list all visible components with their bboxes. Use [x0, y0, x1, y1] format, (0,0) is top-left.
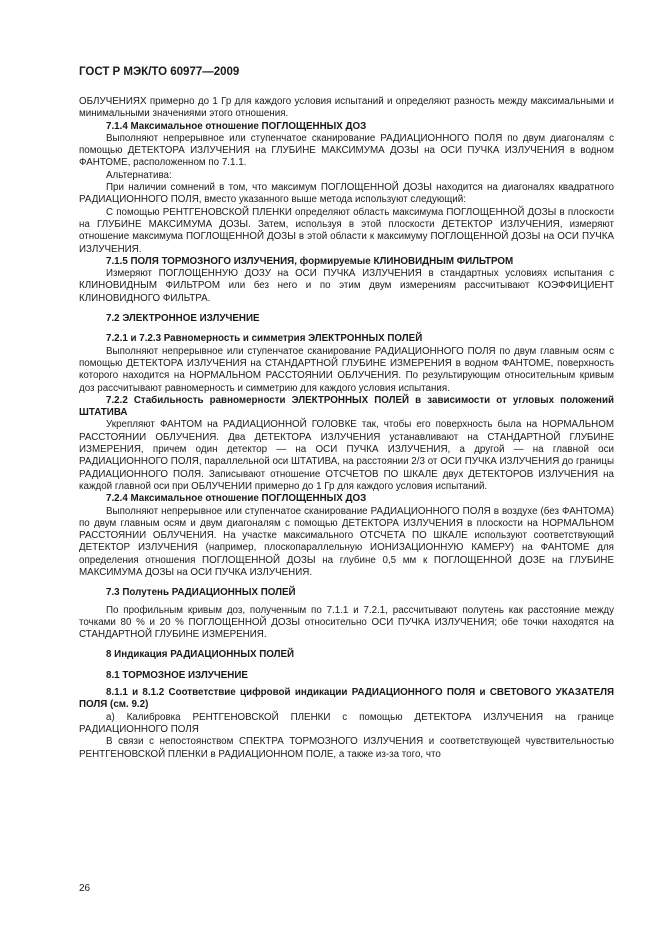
page-number: 26	[79, 883, 91, 894]
section-heading: 7.2.4 Максимальное отношение ПОГЛОЩЕННЫХ ДОЗ	[106, 493, 367, 505]
section-heading: 7.2.2 Стабильность равномерности ЭЛЕКТРОННЫХ ПОЛЕЙ в зависимости от угловых положений ШТАТИВА	[79, 394, 614, 419]
paragraph: В связи с непостоянством СПЕКТРА ТОРМОЗНОГО ИЗЛУЧЕНИЯ и соответствующей чувствительностью РЕНТГЕНОВСКОЙ ПЛЕНКИ в РАДИАЦИОННОМ ПОЛЕ, а также из-за того, что	[79, 736, 614, 760]
section-heading: 8 Индикация РАДИАЦИОННЫХ ПОЛЕЙ	[106, 649, 295, 661]
paragraph: Выполняют непрерывное или ступенчатое сканирование РАДИАЦИОННОГО ПОЛЯ по двум главным осям с помощью ДЕТЕКТОРА ИЗЛУЧЕНИЯ на СТАНДАРТНОЙ ГЛУБИНЕ ИЗМЕРЕНИЯ в водном ФАНТОМЕ, поверхность которого находится на НОРМАЛЬНОМ РАССТОЯНИИ ОБЛУЧЕНИЯ. По результирующим относительным кривым доз рассчитывают равномерность и симметрию для каждого условия испытания.	[79, 345, 614, 394]
paragraph: С помощью РЕНТГЕНОВСКОЙ ПЛЕНКИ определяют область максимума ПОГЛОЩЕННОЙ ДОЗЫ в плоскости на ГЛУБИНЕ МАКСИМУМА ДОЗЫ. Затем, используя в этой плоскости ДЕТЕКТОР ИЗЛУЧЕНИЯ, измеряют отношение максимума ПОГЛОЩЕННОЙ ДОЗЫ в этой области к максимуму ПОГЛОЩЕННОЙ ДОЗЫ на ОСИ ПУЧКА ИЗЛУЧЕНИЯ.	[79, 206, 614, 255]
paragraph: При наличии сомнений в том, что максимум ПОГЛОЩЕННОЙ ДОЗЫ находится на диагоналях квадратного РАДИАЦИОННОГО ПОЛЯ, вместо указанного выше метода используют следующий:	[79, 182, 614, 206]
paragraph: Измеряют ПОГЛОЩЕННУЮ ДОЗУ на ОСИ ПУЧКА ИЗЛУЧЕНИЯ в стандартных условиях испытания с КЛИНОВИДНЫМ ФИЛЬТРОМ или без него и по этим двум измерениям рассчитывают КОЭФФИЦИЕНТ КЛИНОВИДНОГО ФИЛЬТРА.	[79, 268, 614, 304]
paragraph: ОБЛУЧЕНИЯХ примерно до 1 Гр для каждого условия испытаний и определяют разность между максимальными и минимальными значениями этого отношения.	[79, 96, 614, 120]
section-heading: 7.1.4 Максимальное отношение ПОГЛОЩЕННЫХ ДОЗ	[106, 120, 367, 132]
paragraph: Выполняют непрерывное или ступенчатое сканирование РАДИАЦИОННОГО ПОЛЯ по двум диагоналям с помощью ДЕТЕКТОРА ИЗЛУЧЕНИЯ на ГЛУБИНЕ МАКСИМУМА ДОЗЫ на ОСИ ПУЧКА ИЗЛУЧЕНИЯ в водном ФАНТОМЕ, расположенном по 7.1.1.	[79, 132, 614, 169]
document-header: ГОСТ Р МЭК/ТО 60977—2009	[79, 66, 240, 78]
section-heading: 7.2.1 и 7.2.3 Равномерность и симметрия ЭЛЕКТРОННЫХ ПОЛЕЙ	[106, 333, 423, 345]
spacer	[79, 305, 614, 313]
paragraph: Альтернатива:	[106, 169, 172, 181]
section-heading: 8.1.1 и 8.1.2 Соответствие цифровой индикации РАДИАЦИОННОГО ПОЛЯ и СВЕТОВОГО УКАЗАТЕЛЯ ПОЛЯ (см. 9.2)	[79, 687, 614, 711]
paragraph: а) Калибровка РЕНТГЕНОВСКОЙ ПЛЕНКИ с помощью ДЕТЕКТОРА ИЗЛУЧЕНИЯ на границе РАДИАЦИОННОГО ПОЛЯ	[79, 711, 614, 735]
spacer	[79, 662, 614, 670]
document-body	[79, 96, 614, 761]
section-heading: 8.1 ТОРМОЗНОЕ ИЗЛУЧЕНИЕ	[106, 669, 248, 681]
paragraph: Укрепляют ФАНТОМ на РАДИАЦИОННОЙ ГОЛОВКЕ так, чтобы его поверхность была на НОРМАЛЬНОМ РАССТОЯНИИ ОБЛУЧЕНИЯ. Два ДЕТЕКТОРА ИЗЛУЧЕНИЯ устанавливают на СТАНДАРТНОЙ ГЛУБИНЕ ИЗМЕРЕНИЯ, причем один детектор — на ОСИ ПУЧКА ИЗЛУЧЕНИЯ, а другой — на главной оси РАДИАЦИОННОГО ПОЛЯ, параллельной оси ШТАТИВА, на расстоянии 2/3 от ОСИ ПУЧКА ИЗЛУЧЕНИЯ до границы РАДИАЦИОННОГО ПОЛЯ. Записывают отношение ОТСЧЕТОВ ПО ШКАЛЕ двух ДЕТЕКТОРОВ ИЗЛУЧЕНИЯ на каждой главной оси при ОБЛУЧЕНИИ примерно до 1 Гр для каждого условия испытаний.	[79, 419, 614, 492]
paragraph: По профильным кривым доз, полученным по 7.1.1 и 7.2.1, рассчитывают полутень как расстояние между точками 80 % и 20 % ПОГЛОЩЕННОЙ ДОЗЫ относительно ОСИ ПУЧКА ИЗЛУЧЕНИЯ; обе точки находятся на СТАНДАРТНОЙ ГЛУБИНЕ ИЗМЕРЕНИЯ.	[79, 604, 614, 641]
section-heading: 7.2 ЭЛЕКТРОННОЕ ИЗЛУЧЕНИЕ	[106, 313, 260, 325]
paragraph: Выполняют непрерывное или ступенчатое сканирование РАДИАЦИОННОГО ПОЛЯ в воздухе (без ФАНТОМА) по двум главным осям и двум диагоналям с помощью ДЕТЕКТОРА ИЗЛУЧЕНИЯ в плоскости на НОРМАЛЬНОМ РАССТОЯНИИ ОБЛУЧЕНИЯ. На участке максимального ОТСЧЕТА ПО ШКАЛЕ используют соответствующий ДЕТЕКТОР ИЗЛУЧЕНИЯ (например, плоскопараллельную ИОНИЗАЦИОННУЮ КАМЕРУ) на ФАНТОМЕ для определения отношения ПОГЛОЩЕННОЙ ДОЗЫ на глубине 0,5 мм к ПОГЛОЩЕННОЙ ДОЗЕ на ГЛУБИНЕ МАКСИМУМА ДОЗЫ на ОСИ ПУЧКА ИЗЛУЧЕНИЯ.	[79, 505, 614, 578]
section-heading: 7.1.5 ПОЛЯ ТОРМОЗНОГО ИЗЛУЧЕНИЯ, формируемые КЛИНОВИДНЫМ ФИЛЬТРОМ	[106, 255, 514, 267]
section-heading: 7.3 Полутень РАДИАЦИОННЫХ ПОЛЕЙ	[106, 587, 296, 599]
